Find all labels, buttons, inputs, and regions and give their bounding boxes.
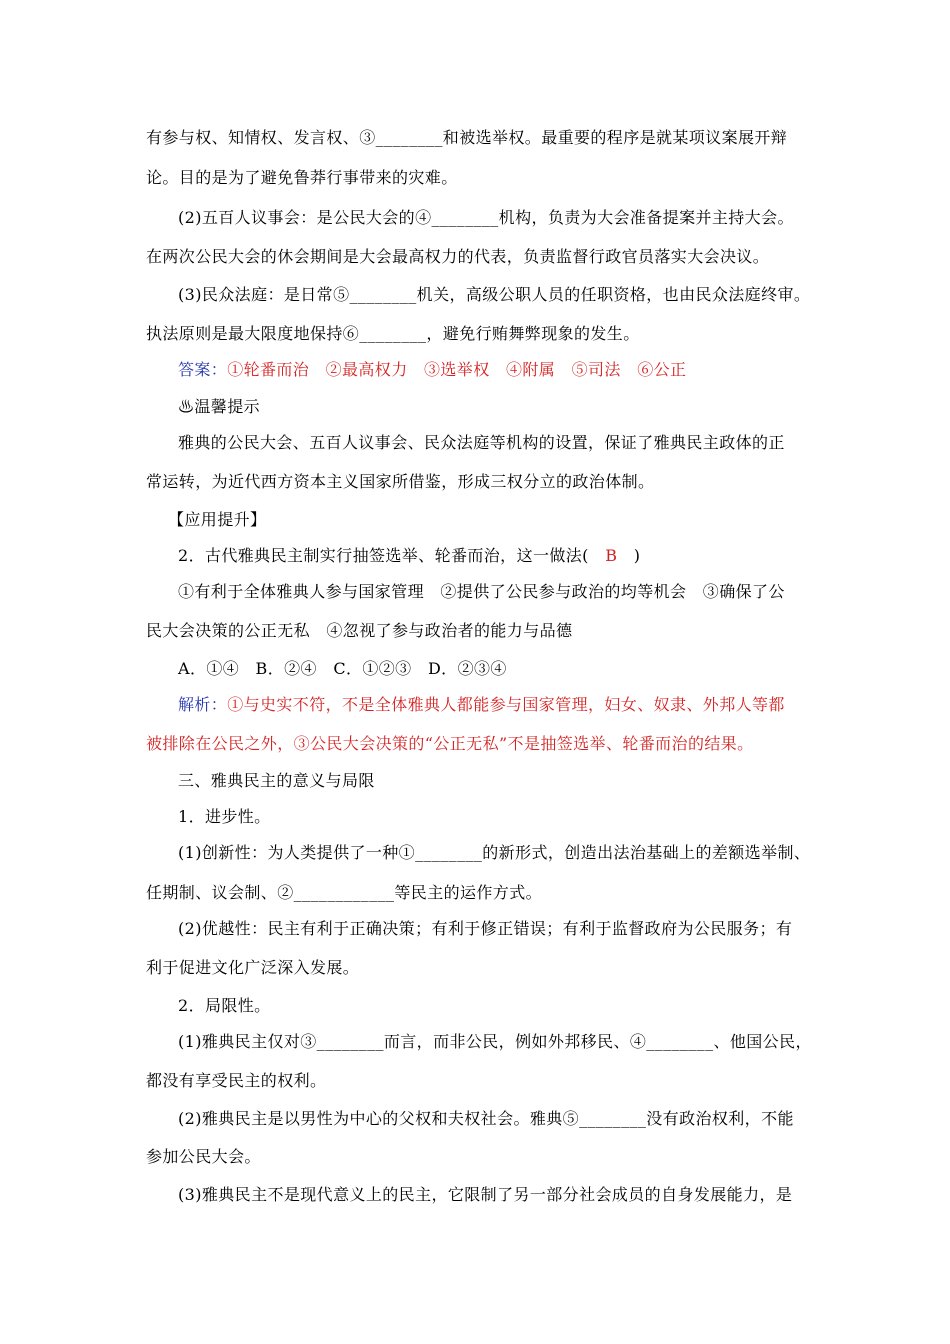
options-line: A．①④ B．②④ C．①②③ D．②③④ — [178, 659, 507, 678]
answer-text: ①轮番而治 ②最高权力 ③选举权 ④附属 ⑤司法 ⑥公正 — [227, 360, 687, 379]
answer-label: 答案： — [178, 360, 228, 379]
question-answer-choice: B — [605, 546, 618, 565]
text-line: ①有利于全体雅典人参与国家管理 ②提供了公民参与政治的均等机会 ③确保了公 — [178, 582, 785, 601]
text-line: (2)优越性：民主有利于正确决策；有利于修正错误；有利于监督政府为公民服务；有 — [178, 919, 793, 938]
question-text: 2．古代雅典民主制实行抽签选举、轮番而治，这一做法( — [178, 546, 606, 565]
text-line: 任期制、议会制、②____________等民主的运作方式。 — [146, 883, 543, 902]
text-line: (2)雅典民主是以男性为中心的父权和夫权社会。雅典⑤________没有政治权利，不能 — [178, 1109, 794, 1128]
section-heading: 【应用提升】 — [168, 510, 267, 529]
text-line: 都没有享受民主的权利。 — [146, 1071, 327, 1090]
analysis-label: 解析： — [178, 695, 228, 714]
text-line: (3)雅典民主不是现代意义上的民主，它限制了另一部分社会成员的自身发展能力，是 — [178, 1185, 793, 1204]
question-close: ) — [617, 546, 641, 565]
text-line: 有参与权、知情权、发言权、③________和被选举权。最重要的程序是就某项议案展开辩 — [146, 128, 788, 147]
text-line: (2)五百人议事会：是公民大会的④________机构，负责为大会准备提案并主持大会。 — [178, 208, 794, 227]
text-line: 参加公民大会。 — [146, 1147, 261, 1166]
question-stem — [178, 545, 950, 567]
text-line: 民大会决策的公正无私 ④忽视了参与政治者的能力与品德 — [146, 621, 573, 640]
analysis-line: 被排除在公民之外，③公民大会决策的“公正无私”不是抽签选举、轮番而治的结果。 — [146, 734, 754, 753]
section-heading: 三、雅典民主的意义与局限 — [178, 771, 375, 790]
tip-heading: ♨温馨提示 — [178, 397, 261, 416]
text-line: 在两次公民大会的休会期间是大会最高权力的代表，负责监督行政官员落实大会决议。 — [146, 247, 770, 266]
answer-line — [178, 359, 950, 381]
text-line: 论。目的是为了避免鲁莽行事带来的灾难。 — [146, 168, 458, 187]
text-line: 雅典的公民大会、五百人议事会、民众法庭等机构的设置，保证了雅典民主政体的正 — [178, 433, 785, 452]
text-line: 利于促进文化广泛深入发展。 — [146, 958, 360, 977]
text-line: (1)创新性：为人类提供了一种①________的新形式，创造出法治基础上的差额选举制、 — [178, 843, 811, 862]
text-line: (3)民众法庭：是日常⑤________机关，高级公职人员的任职资格，也由民众法庭终审。 — [178, 285, 811, 304]
text-line: 执法原则是最大限度地保持⑥________，避免行贿舞弊现象的发生。 — [146, 324, 640, 343]
subheading: 2．局限性。 — [178, 996, 271, 1015]
text-line: 常运转，为近代西方资本主义国家所借鉴，形成三权分立的政治体制。 — [146, 472, 655, 491]
analysis-text: ①与史实不符，不是全体雅典人都能参与国家管理，妇女、奴隶、外邦人等都 — [227, 695, 785, 714]
analysis-line — [178, 694, 950, 716]
text-line: (1)雅典民主仅对③________而言，而非公民，例如外邦移民、④________、他国公民， — [178, 1032, 812, 1051]
subheading: 1．进步性。 — [178, 807, 271, 826]
